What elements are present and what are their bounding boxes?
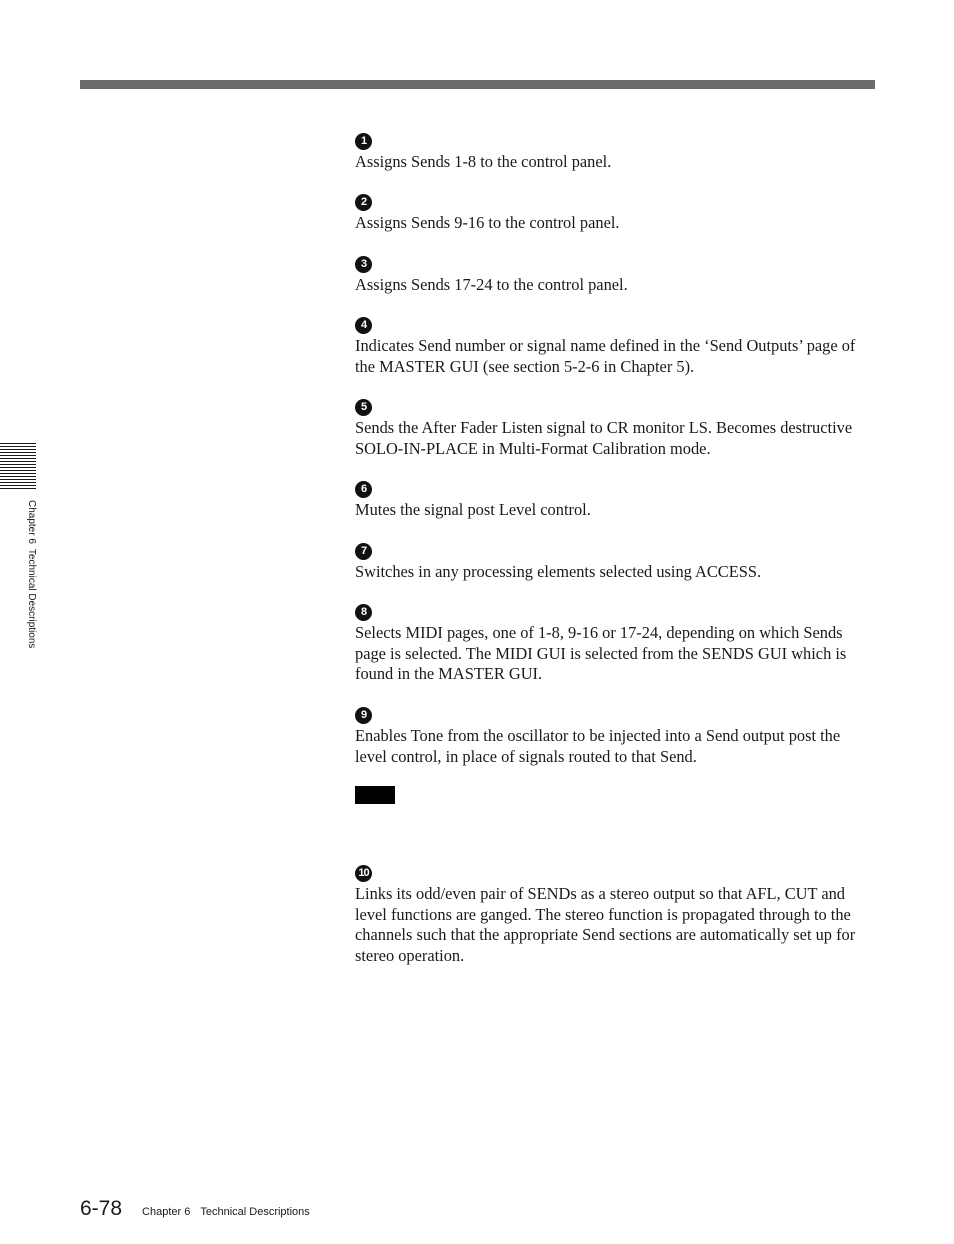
side-chapter-label (23, 500, 37, 680)
page-footer (80, 1197, 310, 1221)
callout-item-8 (355, 602, 875, 705)
callout-marker: 2 (355, 194, 372, 211)
callout-marker: 6 (355, 481, 372, 498)
callout-item-9 (355, 705, 875, 863)
callout-item-10 (355, 863, 875, 966)
callout-description: Mutes the signal post Level control. (355, 500, 591, 519)
callout-description: Switches in any processing elements selected using ACCESS. (355, 562, 762, 581)
page-number: 6-78 (80, 1197, 123, 1220)
callout-description: Sends the After Fader Listen signal to CR monitor LS. Becomes destructive SOLO-IN-PLACE in Multi-Format Calibration mode. (355, 418, 853, 458)
callout-item-7 (355, 541, 875, 602)
callout-description: Indicates Send number or signal name defined in the ‘Send Outputs’ page of the MASTER GUI (see section 5-2-6 in Chapter 5). (355, 336, 856, 376)
callout-item-3 (355, 254, 875, 315)
callout-marker: 5 (355, 399, 372, 416)
callout-description: Links its odd/even pair of SENDs as a stereo output so that AFL, CUT and level functions are ganged. The stereo function is propagated through to the channels such that the appropriate Send sections are automatically set up for stereo operation. (355, 884, 856, 965)
callout-marker: 8 (355, 604, 372, 621)
callout-marker: 1 (355, 133, 372, 150)
callout-marker: 4 (355, 317, 372, 334)
callout-item-6 (355, 479, 875, 541)
note-label-box (355, 786, 395, 804)
callout-item-5 (355, 397, 875, 479)
callout-list (355, 131, 875, 966)
callout-description: Selects MIDI pages, one of 1-8, 9-16 or 17-24, depending on which Sends page is selected. The MIDI GUI is selected from the SENDS GUI which is found in the MASTER GUI. (355, 623, 847, 684)
callout-description: Assigns Sends 9-16 to the control panel. (355, 213, 620, 232)
callout-marker: 10 (355, 865, 372, 882)
callout-item-1 (355, 131, 875, 192)
side-chapter-number: Chapter 6 (26, 500, 37, 544)
header-rule (80, 80, 875, 89)
callout-item-4 (355, 315, 875, 397)
footer-title: Technical Descriptions (200, 1206, 310, 1218)
callout-description: Enables Tone from the oscillator to be injected into a Send output post the level control, in place of signals routed to that Send. (355, 726, 841, 766)
chapter-thumb-tab (0, 443, 36, 489)
footer-chapter: Chapter 6 (142, 1206, 191, 1218)
callout-marker: 9 (355, 707, 372, 724)
callout-description: Assigns Sends 1-8 to the control panel. (355, 152, 612, 171)
side-chapter-title: Technical Descriptions (26, 548, 37, 649)
callout-marker: 3 (355, 256, 372, 273)
callout-description: Assigns Sends 17-24 to the control panel. (355, 275, 628, 294)
callout-item-2 (355, 192, 875, 254)
callout-marker: 7 (355, 543, 372, 560)
